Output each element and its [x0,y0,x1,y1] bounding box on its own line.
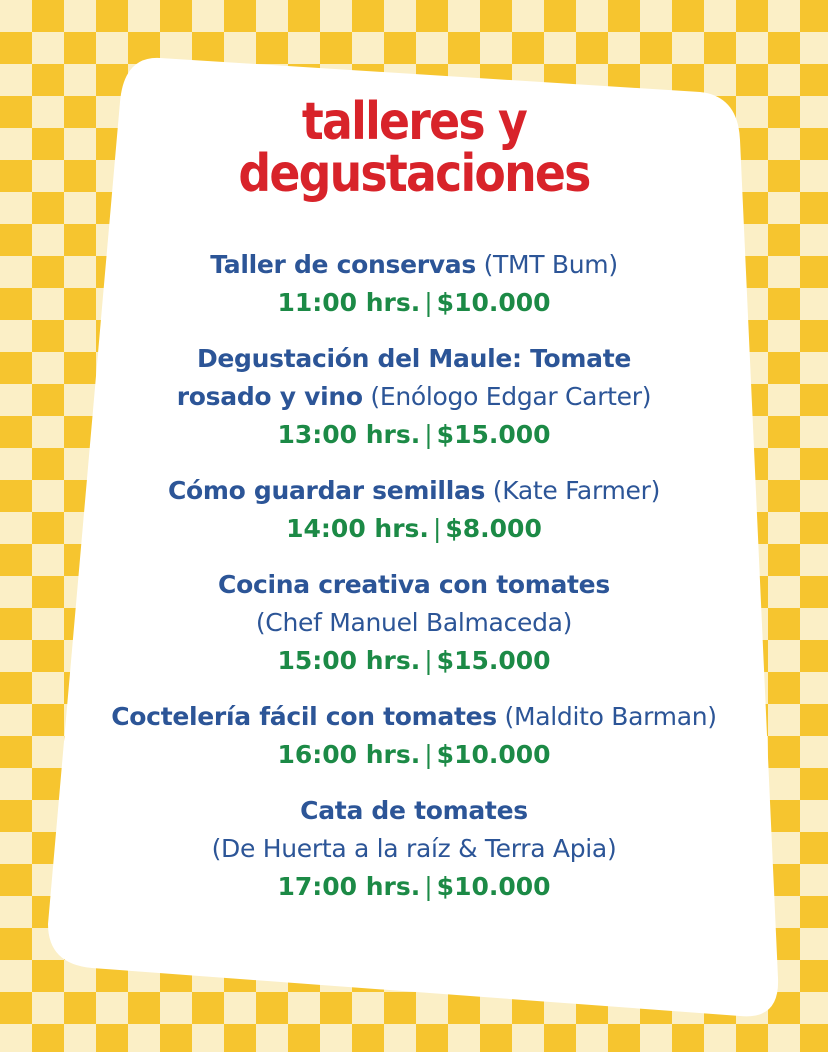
event-host: (De Huerta a la raíz & Terra Apia) [211,834,617,863]
event-name: Cocina creativa con tomates [218,570,610,599]
event-host: (TMT Bum) [483,250,618,279]
event-meta [60,284,768,322]
event-time: 17:00 hrs. [277,872,421,901]
event-list [60,246,768,906]
event-title [60,604,768,642]
event-name: Cata de tomates [300,796,528,825]
title-line-1: talleres y [301,92,527,152]
event-item [60,792,768,906]
event-title [60,378,768,416]
event-title [60,792,768,830]
event-time: 13:00 hrs. [277,420,421,449]
event-title [60,566,768,604]
event-item [60,246,768,322]
separator: | [424,646,433,675]
event-price: $10.000 [436,872,551,901]
event-item [60,340,768,454]
event-title [60,830,768,868]
event-name: Cómo guardar semillas [167,476,486,505]
event-title [60,698,768,736]
event-name: Coctelería fácil con tomates [111,702,497,731]
event-item [60,566,768,680]
event-time: 16:00 hrs. [277,740,421,769]
event-meta [60,736,768,774]
event-name: Taller de conservas [210,250,476,279]
event-title [60,340,768,378]
event-price: $10.000 [436,288,551,317]
event-title [60,246,768,284]
separator: | [424,740,433,769]
event-price: $10.000 [436,740,551,769]
event-price: $15.000 [436,646,551,675]
event-time: 15:00 hrs. [277,646,421,675]
event-host: (Maldito Barman) [504,702,717,731]
event-time: 11:00 hrs. [277,288,421,317]
event-time: 14:00 hrs. [286,514,429,543]
event-name: rosado y vino [176,382,363,411]
event-price: $8.000 [445,514,542,543]
separator: | [424,288,433,317]
event-meta [60,416,768,454]
title-line-2: degustaciones [238,144,590,204]
separator: | [424,872,433,901]
separator: | [432,514,442,543]
event-meta [60,642,768,680]
event-host: (Enólogo Edgar Carter) [370,382,652,411]
content [60,92,768,924]
event-name: Degustación del Maule: Tomate [196,344,632,373]
page-title [102,92,725,204]
event-price: $15.000 [436,420,551,449]
event-title [60,472,768,510]
event-meta [60,868,768,906]
event-meta [60,510,768,548]
separator: | [424,420,433,449]
event-item [60,472,768,548]
event-item [60,698,768,774]
event-host: (Chef Manuel Balmaceda) [255,608,573,637]
event-host: (Kate Farmer) [492,476,661,505]
